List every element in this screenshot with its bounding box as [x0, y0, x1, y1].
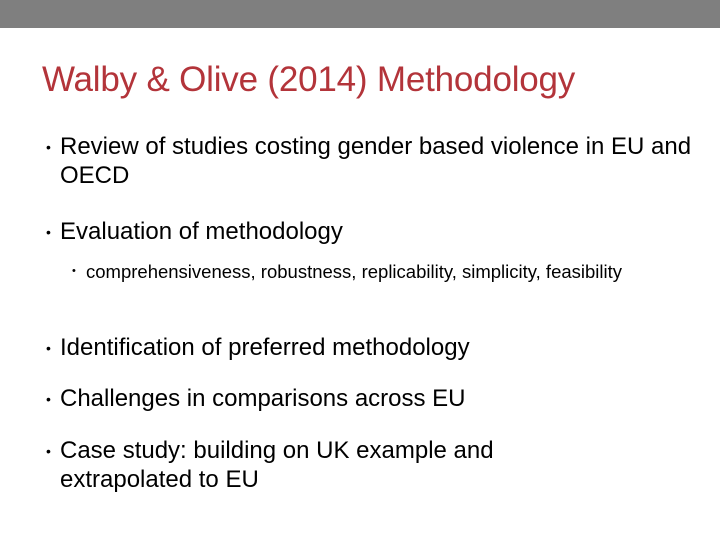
sub-bullet-item-criteria — [62, 260, 702, 283]
bullet-text: Identification of preferred methodology — [60, 334, 470, 361]
bullet-dot-icon: • — [46, 139, 51, 155]
bullet-dot-icon: • — [46, 224, 51, 240]
bullet-item-review — [40, 133, 700, 191]
bullet-item-case-study — [40, 437, 700, 495]
top-header-bar — [0, 0, 720, 28]
bullet-dot-icon: • — [72, 265, 76, 277]
bullet-dot-icon: • — [46, 443, 51, 459]
bullet-text: Case study: building on UK example and extrapolated to EU — [60, 437, 494, 493]
bullet-text: Review of studies costing gender based violence in EU and OECD — [60, 133, 692, 189]
bullet-item-challenges — [40, 385, 700, 414]
bullet-item-evaluation — [40, 218, 700, 247]
bullet-text: comprehensiveness, robustness, replicability, simplicity, feasibility — [86, 261, 623, 282]
bullet-dot-icon: • — [46, 340, 51, 356]
bullet-text: Evaluation of methodology — [60, 218, 343, 245]
bullet-dot-icon: • — [46, 391, 51, 407]
bullet-text: Challenges in comparisons across EU — [60, 385, 466, 412]
bullet-item-identification — [40, 334, 700, 363]
slide-title: Walby & Olive (2014) Methodology — [42, 60, 576, 99]
